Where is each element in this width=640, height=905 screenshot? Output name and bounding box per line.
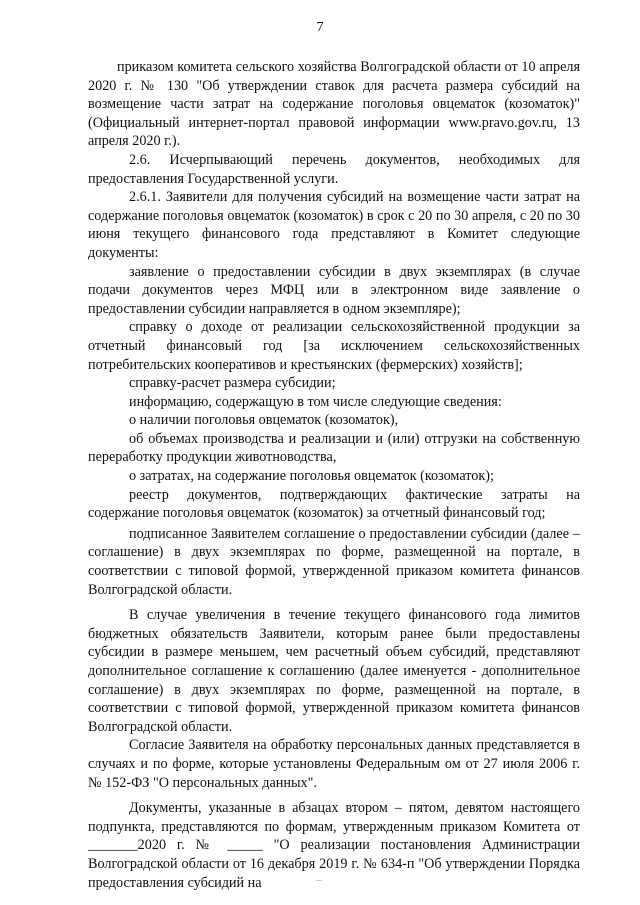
list-item-calculation-certificate: справку-расчет размера субсидии;	[129, 375, 336, 392]
list-item-information: информацию, содержащую в том числе следующие сведения:	[129, 393, 502, 410]
page-number: 7	[316, 20, 324, 35]
paragraph-section-2-6-1: 2.6.1. Заявители для получения субсидий на возмещение части затрат на содержание поголовья овцематок (козоматок) в срок с 20 по 30 апреля, с 20 по 30 июня текущего финансового года представляют в Комитет следующие документы:	[88, 189, 580, 261]
list-item-application: заявление о предоставлении субсидии в двух экземплярах (в случае подачи документов через МФЦ или в электронном виде заявление о предоставлении субсидии направляется в одном экземпляре);	[88, 263, 580, 317]
document-body	[88, 58, 580, 892]
paragraph-section-2-6: 2.6. Исчерпывающий перечень документов, необходимых для предоставления Государственной услуги.	[88, 151, 580, 187]
scan-artifact-bottom	[316, 880, 322, 881]
paragraph-document-forms: Документы, указанные в абзацах втором – пятом, девятом настоящего подпункта, представляются по формам, утвержденным приказом Комитета от _______2020 г. № _____ "О реализации постановления Администрации Волгоградской области от 16 декабря 2019 г. № 634-п "Об утверждении Порядка предоставления субсидий на	[88, 800, 580, 891]
list-item-registry: реестр документов, подтверждающих фактические затраты на содержание поголовья овцематок (козоматок) за отчетный финансовый год;	[88, 486, 580, 522]
paragraph-budget-increase: В случае увеличения в течение текущего финансового года лимитов бюджетных обязательств Заявители, которым ранее были предоставлены субсидии в размере меньшем, чем расчетный объем субсидий, представляют дополнительное соглашение к соглашению (далее именуется - дополнительное соглашение) в двух экземплярах по форме, размещенной на портале, в соответствии с типовой формой, утвержденной приказом комитета финансов Волгоградской области.	[88, 607, 580, 735]
list-item-income-certificate: справку о доходе от реализации сельскохозяйственной продукции за отчетный финансовый год [за исключением сельскохозяйственных потребительских кооперативов и крестьянских (фермерских) хозяйств];	[88, 319, 580, 373]
paragraph-order-reference: приказом комитета сельского хозяйства Волгоградской области от 10 апреля 2020 г. № 130 "Об утверждении ставок для расчета размера субсидий на возмещение части затрат на содержание поголовья овцематок (козоматок)" (Официальный интернет-портал правовой информации www.pravo.gov.ru, 13 апреля 2020 г.).	[88, 59, 580, 150]
list-item-agreement: подписанное Заявителем соглашение о предоставлении субсидии (далее – соглашение) в двух экземплярах по форме, размещенной на портале, в соответствии с типовой формой, утвержденной приказом комитета финансов Волгоградской области.	[88, 525, 580, 598]
paragraph-personal-data-consent: Согласие Заявителя на обработку персональных данных представляется в случаях и по форме, которые установлены Федеральным ом от 27 июля 2006 г. № 152-ФЗ "О персональных данных".	[88, 737, 580, 791]
scan-artifact: · · · ·	[305, 0, 339, 4]
list-item-livestock: о наличии поголовья овцематок (козоматок),	[129, 412, 399, 429]
list-item-production-volumes: об объемах производства и реализации и (или) отгрузки на собственную переработку продукции животноводства,	[88, 430, 580, 466]
list-item-costs: о затратах, на содержание поголовья овцематок (козоматок);	[129, 468, 494, 485]
